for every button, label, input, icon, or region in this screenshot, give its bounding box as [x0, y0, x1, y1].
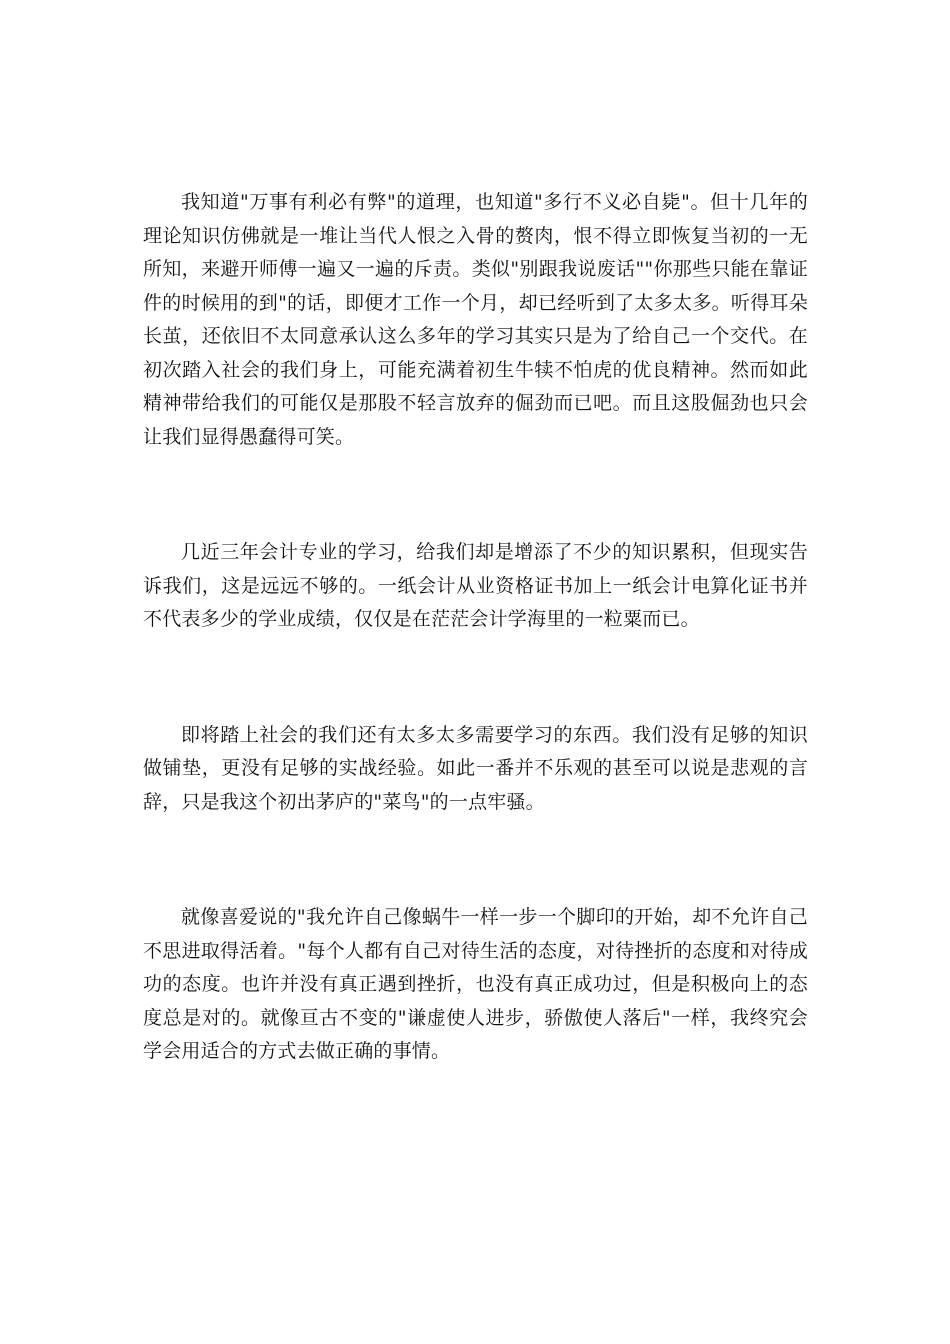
- paragraph-2: 几近三年会计专业的学习，给我们却是增添了不少的知识累积，但现实告诉我们，这是远远不够的。一纸会计从业资格证书加上一纸会计电算化证书并不代表多少的学业成绩，仅仅是在茫茫会计学海里的一粒粟而已。: [143, 541, 808, 630]
- paragraph-3: 即将踏上社会的我们还有太多太多需要学习的东西。我们没有足够的知识做铺垫，更没有足够的实战经验。如此一番并不乐观的甚至可以说是悲观的言辞，只是我这个初出茅庐的"菜鸟"的一点牢骚。: [143, 723, 808, 813]
- paragraph-4: 就像喜爱说的"我允许自己像蜗牛一样一步一个脚印的开始，却不允许自己不思进取得活着。"每个人都有自己对待生活的态度，对待挫折的态度和对待成功的态度。也许并没有真正遇到挫折，也没有真正成功过，但是积极向上的态度总是对的。就像亘古不变的"谦虚使人进步，骄傲使人落后"一样，我终究会学会用适合的方式去做正确的事情。: [143, 906, 808, 1062]
- document-body: [143, 186, 808, 1069]
- paragraph-1: 我知道"万事有利必有弊"的道理，也知道"多行不义必自毙"。但十几年的理论知识仿佛就是一堆让当代人恨之入骨的赘肉，恨不得立即恢复当初的一无所知，来避开师傅一遍又一遍的斥责。类似"别跟我说废话""你那些只能在靠证件的时候用的到"的话，即便才工作一个月，却已经听到了太多太多。听得耳朵长茧，还依旧不太同意承认这么多年的学习其实只是为了给自己一个交代。在初次踏入社会的我们身上，可能充满着初生牛犊不怕虎的优良精神。然而如此精神带给我们的可能仅是那股不轻言放弃的倔劲而已吧。而且这股倔劲也只会让我们显得愚蠢得可笑。: [143, 191, 808, 448]
